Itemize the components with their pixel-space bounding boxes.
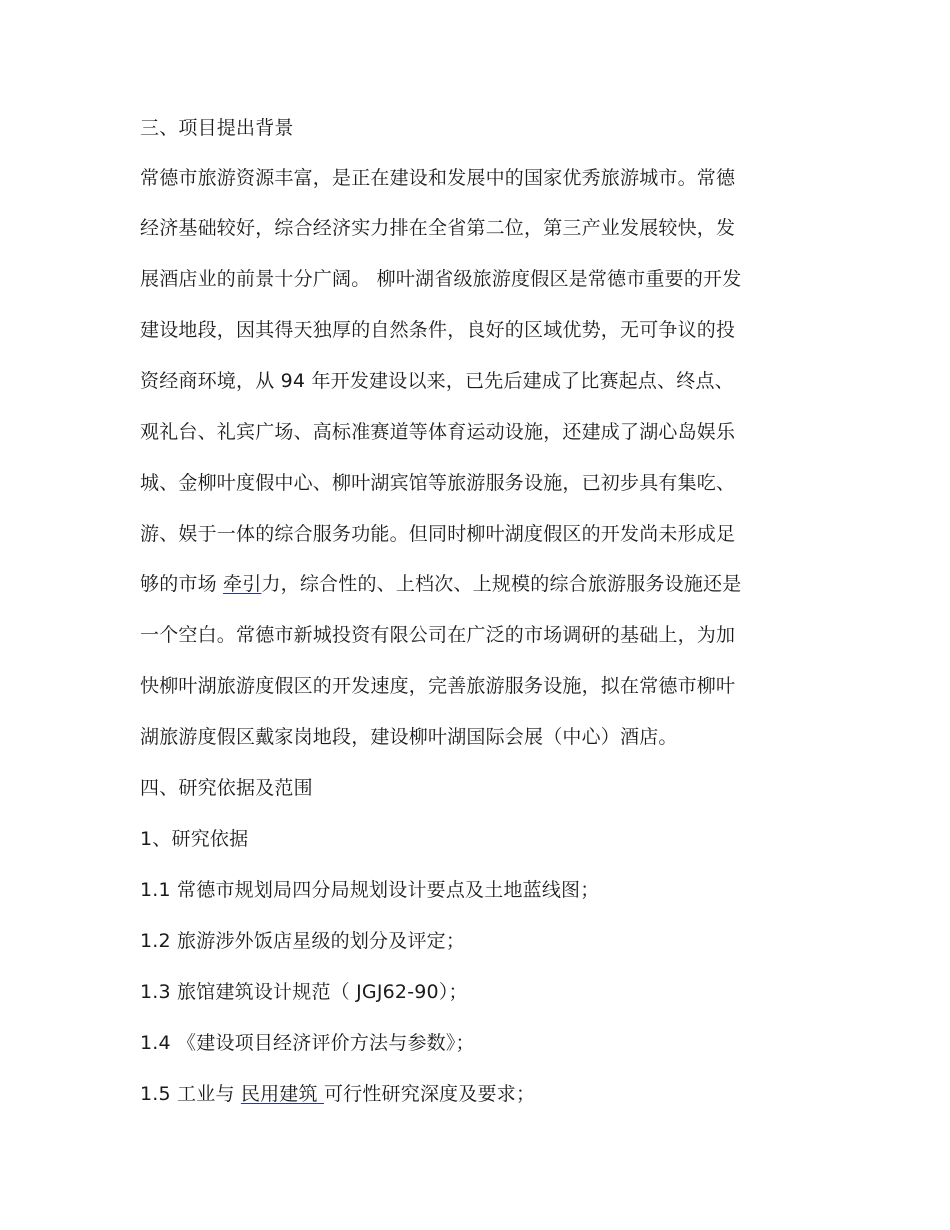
line-text-before: 够的市场	[140, 573, 224, 595]
list-item: 1.1 常德市规划局四分局规划设计要点及土地蓝线图；	[140, 879, 600, 901]
paragraph-line: 建设地段，因其得天独厚的自然条件，良好的区域优势，无可争议的投	[140, 319, 736, 341]
paragraph-line: 常德市旅游资源丰富，是正在建设和发展中的国家优秀旅游城市。常德	[140, 167, 736, 189]
paragraph-line: 展酒店业的前景十分广阔。 柳叶湖省级旅游度假区是常德市重要的开发	[140, 268, 742, 290]
paragraph-line: 经济基础较好，综合经济实力排在全省第二位，第三产业发展较快，发	[140, 217, 736, 239]
qianyin-link[interactable]: 牵引	[223, 573, 262, 595]
paragraph-line: 快柳叶湖旅游度假区的开发速度，完善旅游服务设施，拟在常德市柳叶	[140, 675, 736, 697]
section-heading-basis: 四、研究依据及范围	[140, 777, 313, 799]
paragraph-line: 游、娱于一体的综合服务功能。但同时柳叶湖度假区的开发尚未形成足	[140, 523, 736, 545]
civil-building-link[interactable]: 民用建筑	[240, 1083, 324, 1105]
item-text-before: 1.5 工业与	[140, 1083, 241, 1105]
list-item: 1.3 旅馆建筑设计规范（ JGJ62-90）；	[140, 981, 468, 1003]
list-item: 1.2 旅游涉外饭店星级的划分及评定；	[140, 930, 466, 952]
paragraph-line: 资经商环境，从 94 年开发建设以来，已先后建成了比赛起点、终点、	[140, 370, 734, 392]
item-text-after: 可行性研究深度及要求；	[323, 1083, 536, 1105]
paragraph-line: 观礼台、礼宾广场、高标准赛道等体育运动设施，还建成了湖心岛娱乐	[140, 421, 736, 443]
list-item: 1.4 《建设项目经济评价方法与参数》；	[140, 1032, 475, 1054]
paragraph-line: 一个空白。常德市新城投资有限公司在广泛的市场调研的基础上，为加	[140, 624, 736, 646]
paragraph-line: 湖旅游度假区戴家岗地段，建设柳叶湖国际会展（中心）酒店。	[140, 726, 678, 748]
subheading-research-basis: 1、研究依据	[140, 828, 249, 850]
list-item-with-link	[140, 1082, 535, 1106]
paragraph-line-with-link	[140, 572, 741, 596]
section-heading-background: 三、项目提出背景	[140, 117, 294, 139]
line-text-after: 力，综合性的、上档次、上规模的综合旅游服务设施还是	[261, 573, 742, 595]
paragraph-line: 城、金柳叶度假中心、柳叶湖宾馆等旅游服务设施，已初步具有集吃、	[140, 472, 736, 494]
